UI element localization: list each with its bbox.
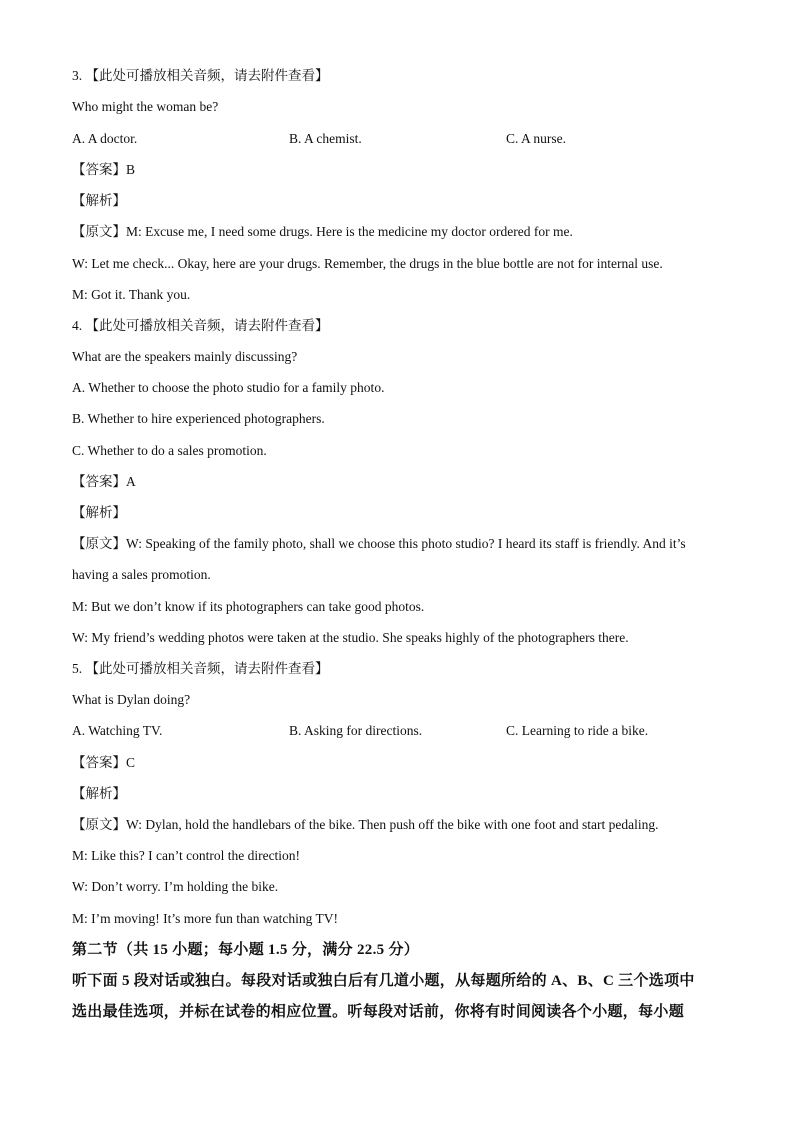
answer-label: 【答案】 [72,474,126,489]
q3-options [72,130,714,148]
section2-instruction-line-2: 选出最佳选项，并标在试卷的相应位置。听每段对话前，你将有时间阅读各个小题，每小题 [72,1004,685,1020]
q4-answer: A [126,474,136,489]
section2-title: 第二节（共 15 小题；每小题 1.5 分，满分 22.5 分） [72,942,420,958]
transcript-label: 【原文】 [72,224,126,239]
q3-transcript-line-1 [72,223,714,241]
q3-transcript-line-3: M: Got it. Thank you. [72,287,191,302]
q3-answer-line [72,161,714,179]
q3-answer: B [126,162,136,177]
q3-header: 3. 【此处可播放相关音频，请去附件查看】 [72,68,329,83]
transcript-text: M: Excuse me, I need some drugs. Here is the medicine my doctor ordered for me. [126,224,573,239]
q5-option-b: B. Asking for directions. [289,723,423,738]
q3-transcript-line-2: W: Let me check... Okay, here are your drugs. Remember, the drugs in the blue bottle are not for internal use. [72,256,663,271]
q5-options [72,722,714,740]
q3-analysis-label: 【解析】 [72,193,126,208]
transcript-label: 【原文】 [72,536,126,551]
answer-label: 【答案】 [72,162,126,177]
q5-answer: C [126,755,136,770]
q5-analysis-label: 【解析】 [72,786,126,801]
q4-transcript-line-4: W: My friend’s wedding photos were taken at the studio. She speaks highly of the photographers there. [72,630,629,645]
q4-transcript-line-1 [72,535,714,553]
q3-question: Who might the woman be? [72,99,219,114]
q4-transcript-line-2: having a sales promotion. [72,567,211,582]
q4-option-a: A. Whether to choose the photo studio for a family photo. [72,380,385,395]
q5-transcript-line-2: M: Like this? I can’t control the direction! [72,848,301,863]
q5-transcript-line-1 [72,816,714,834]
q4-question: What are the speakers mainly discussing? [72,349,298,364]
transcript-label: 【原文】 [72,817,126,832]
q5-header: 5. 【此处可播放相关音频，请去附件查看】 [72,661,329,676]
q4-transcript-line-3: M: But we don’t know if its photographers can take good photos. [72,599,425,614]
q4-option-c: C. Whether to do a sales promotion. [72,443,267,458]
q5-transcript-line-3: W: Don’t worry. I’m holding the bike. [72,879,279,894]
q5-option-c: C. Learning to ride a bike. [506,723,649,738]
answer-label: 【答案】 [72,755,126,770]
transcript-text: W: Speaking of the family photo, shall we choose this photo studio? I heard its staff is friendly. And it’s [126,536,686,551]
q4-answer-line [72,473,714,491]
q3-option-b: B. A chemist. [289,131,362,146]
q4-header: 4. 【此处可播放相关音频，请去附件查看】 [72,318,329,333]
q4-analysis-label: 【解析】 [72,505,126,520]
transcript-text: W: Dylan, hold the handlebars of the bike. Then push off the bike with one foot and start pedaling. [126,817,659,832]
q5-option-a: A. Watching TV. [72,723,163,738]
q5-answer-line [72,754,714,772]
q4-option-b: B. Whether to hire experienced photographers. [72,411,325,426]
section2-instruction-line-1: 听下面 5 段对话或独白。每段对话或独白后有几道小题，从每题所给的 A、B、C 三个选项中 [72,973,695,989]
q3-option-c: C. A nurse. [506,131,567,146]
q5-transcript-line-4: M: I’m moving! It’s more fun than watching TV! [72,911,338,926]
q3-option-a: A. A doctor. [72,131,138,146]
q5-question: What is Dylan doing? [72,692,191,707]
